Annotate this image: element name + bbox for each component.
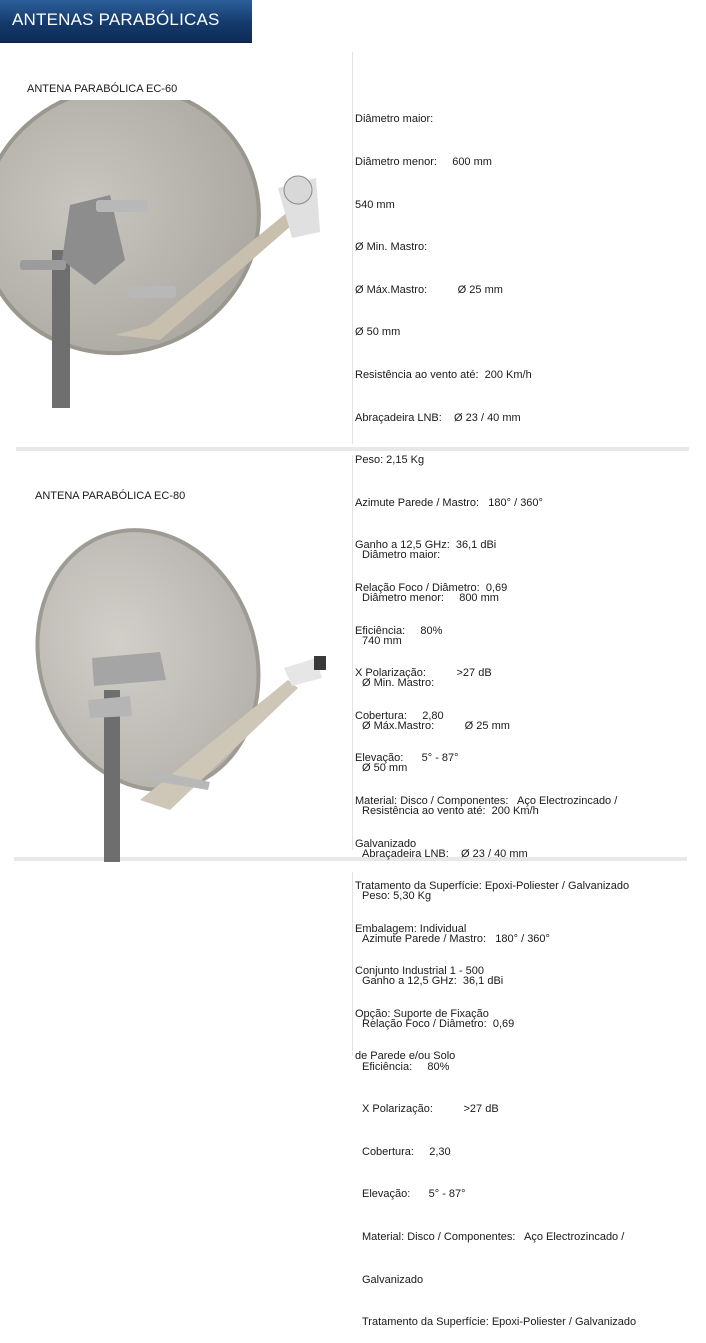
spec-line: Relação Foco / Diâmetro: 0,69 [362, 1017, 515, 1030]
spec-line: Peso: 2,15 Kg [355, 454, 425, 467]
column-divider [352, 52, 353, 444]
spec-line: Ø Min. Mastro: [355, 241, 428, 254]
spec-line: Azimute Parede / Mastro: 180° / 360° [362, 932, 550, 945]
page-title: ANTENAS PARABÓLICAS [12, 10, 220, 29]
column-divider [352, 455, 353, 850]
spec-line: Diâmetro menor: 800 mm [362, 592, 499, 604]
spec-line: Diâmetro maior: [362, 549, 441, 562]
spec-line: Relação Foco / Diâmetro: 0,69 [355, 581, 508, 594]
spec-line: Material: Disco / Componentes: Aço Electrozincado / [362, 1230, 625, 1243]
dish-image-ec80 [30, 520, 340, 862]
spec-line: Eficiência: 80% [355, 624, 443, 637]
spec-line: Ø Máx.Mastro: Ø 25 mm [362, 719, 510, 732]
spec-line: Abraçadeira LNB: Ø 23 / 40 mm [362, 847, 528, 860]
spec-line: 740 mm [362, 634, 402, 647]
spec-line: X Polarização: >27 dB [355, 667, 492, 680]
spec-line: Galvanizado [362, 1273, 424, 1286]
spec-line: Elevação: 5° - 87° [355, 752, 459, 765]
spec-line: Tratamento da Superfície: Epoxi-Poliester / Galvanizado [355, 880, 630, 893]
spec-line: Cobertura: 2,30 [362, 1145, 451, 1158]
spec-line: Cobertura: 2,80 [355, 709, 444, 722]
spec-line: Ganho a 12,5 GHz: 36,1 dBi [362, 975, 504, 988]
spec-line: Opção: Suporte de Fixação [355, 1007, 489, 1020]
dish-image-ec60 [0, 100, 340, 410]
product-specs [362, 520, 636, 1343]
product-title: ANTENA PARABÓLICA EC-60 [27, 83, 178, 95]
spec-line: Resistência ao vento até: 200 Km/h [355, 368, 532, 381]
spec-line: Eficiência: 80% [362, 1060, 450, 1073]
spec-line: Elevação: 5° - 87° [362, 1188, 466, 1201]
spec-line: Ø 50 mm [355, 326, 401, 339]
column-divider [352, 872, 353, 1056]
spec-line: Ø Min. Mastro: [362, 677, 435, 690]
spec-line: Conjunto Industrial 1 - 500 [355, 965, 485, 978]
spec-line: Azimute Parede / Mastro: 180° / 360° [355, 496, 543, 509]
spec-line: Tratamento da Superfície: Epoxi-Poliester / Galvanizado [362, 1316, 637, 1329]
spec-line: Galvanizado [355, 837, 417, 850]
spec-line: Ø Máx.Mastro: Ø 25 mm [355, 283, 503, 296]
spec-line: 540 mm [355, 198, 395, 211]
spec-line: Resistência ao vento até: 200 Km/h [362, 804, 539, 817]
spec-line: Diâmetro menor: 600 mm [355, 156, 492, 168]
spec-line: Diâmetro maior: [355, 113, 434, 126]
spec-line: Material: Disco / Componentes: Aço Electrozincado / [355, 794, 618, 807]
page-header [0, 0, 252, 43]
product-title: ANTENA PARABÓLICA EC-80 [35, 490, 186, 502]
spec-line: Embalagem: Individual [355, 922, 467, 935]
spec-line: Ø 50 mm [362, 762, 408, 775]
spec-line: Abraçadeira LNB: Ø 23 / 40 mm [355, 411, 521, 424]
spec-line: X Polarização: >27 dB [362, 1103, 499, 1116]
spec-line: Ganho a 12,5 GHz: 36,1 dBi [355, 539, 497, 552]
spec-line: Peso: 5,30 Kg [362, 890, 432, 903]
spec-line: de Parede e/ou Solo [355, 1050, 456, 1063]
